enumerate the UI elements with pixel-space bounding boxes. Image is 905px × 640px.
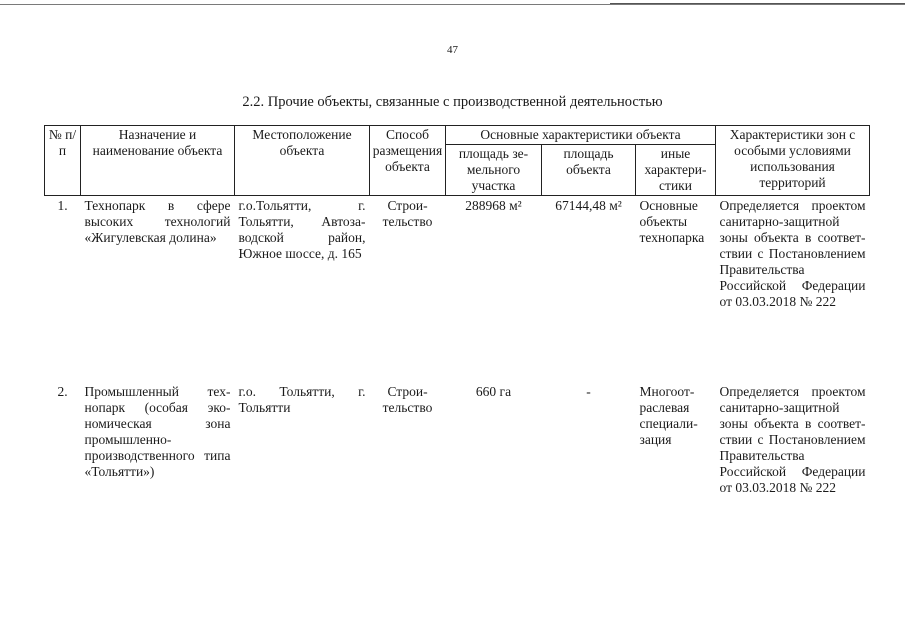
header-num: № п/п bbox=[45, 126, 81, 196]
row-num: 1. bbox=[57, 198, 68, 213]
row-other: Основные объекты технопарка bbox=[639, 198, 705, 245]
row-object-area: - bbox=[586, 384, 591, 399]
row-land-area: 288968 м² bbox=[465, 198, 522, 213]
scan-top-border bbox=[0, 4, 905, 5]
page-number: 47 bbox=[447, 44, 458, 56]
row-zones: Определяется проектом санитарно-защитной зоны объекта в соответствии с Постановлением Правительства Российской Федерации от 03.03.2018 № 222 bbox=[719, 198, 866, 309]
table-row bbox=[45, 196, 870, 369]
header-method: Способ размещения объекта bbox=[370, 126, 446, 196]
row-method: Строительство bbox=[382, 198, 433, 229]
header-zones: Характеристики зон с особыми условиями использования территорий bbox=[716, 126, 870, 196]
header-other: иные характеристики bbox=[636, 145, 716, 196]
row-method: Строительство bbox=[382, 384, 433, 415]
row-other: Многоотраслевая специализация bbox=[639, 384, 698, 447]
header-object-area: площадь объекта bbox=[542, 145, 636, 196]
objects-table bbox=[44, 125, 870, 496]
table-header bbox=[45, 126, 870, 196]
header-land-area: площадь земельного участка bbox=[446, 145, 542, 196]
scan-top-border-right bbox=[610, 3, 905, 4]
row-location: г.о.Тольятти, г. Тольятти, Автозаводской район, Южное шоссе, д. 165 bbox=[238, 198, 366, 261]
header-purpose: Назначение и наименование объекта bbox=[81, 126, 235, 196]
row-num: 2. bbox=[57, 384, 68, 399]
row-land-area: 660 га bbox=[475, 384, 512, 399]
header-location: Местоположение объекта bbox=[235, 126, 370, 196]
row-zones: Определяется проектом санитарно-защитной зоны объекта в соответствии с Постановлением Правительства Российской Федерации от 03.03.2018 № 222 bbox=[719, 384, 866, 495]
header-main-characteristics: Основные характеристики объекта bbox=[446, 126, 716, 145]
row-purpose: Промышленный технопарк (особая экономическая зона промышленно-производственного типа «Тольятти») bbox=[84, 384, 231, 479]
row-location: г.о. Тольятти, г. Тольятти bbox=[238, 384, 366, 415]
row-object-area: 67144,48 м² bbox=[555, 198, 622, 213]
row-purpose: Технопарк в сфере высоких технологий «Жигулевская долина» bbox=[84, 198, 231, 245]
table-row bbox=[45, 368, 870, 496]
section-heading: 2.2. Прочие объекты, связанные с производственной деятельностью bbox=[242, 94, 663, 110]
